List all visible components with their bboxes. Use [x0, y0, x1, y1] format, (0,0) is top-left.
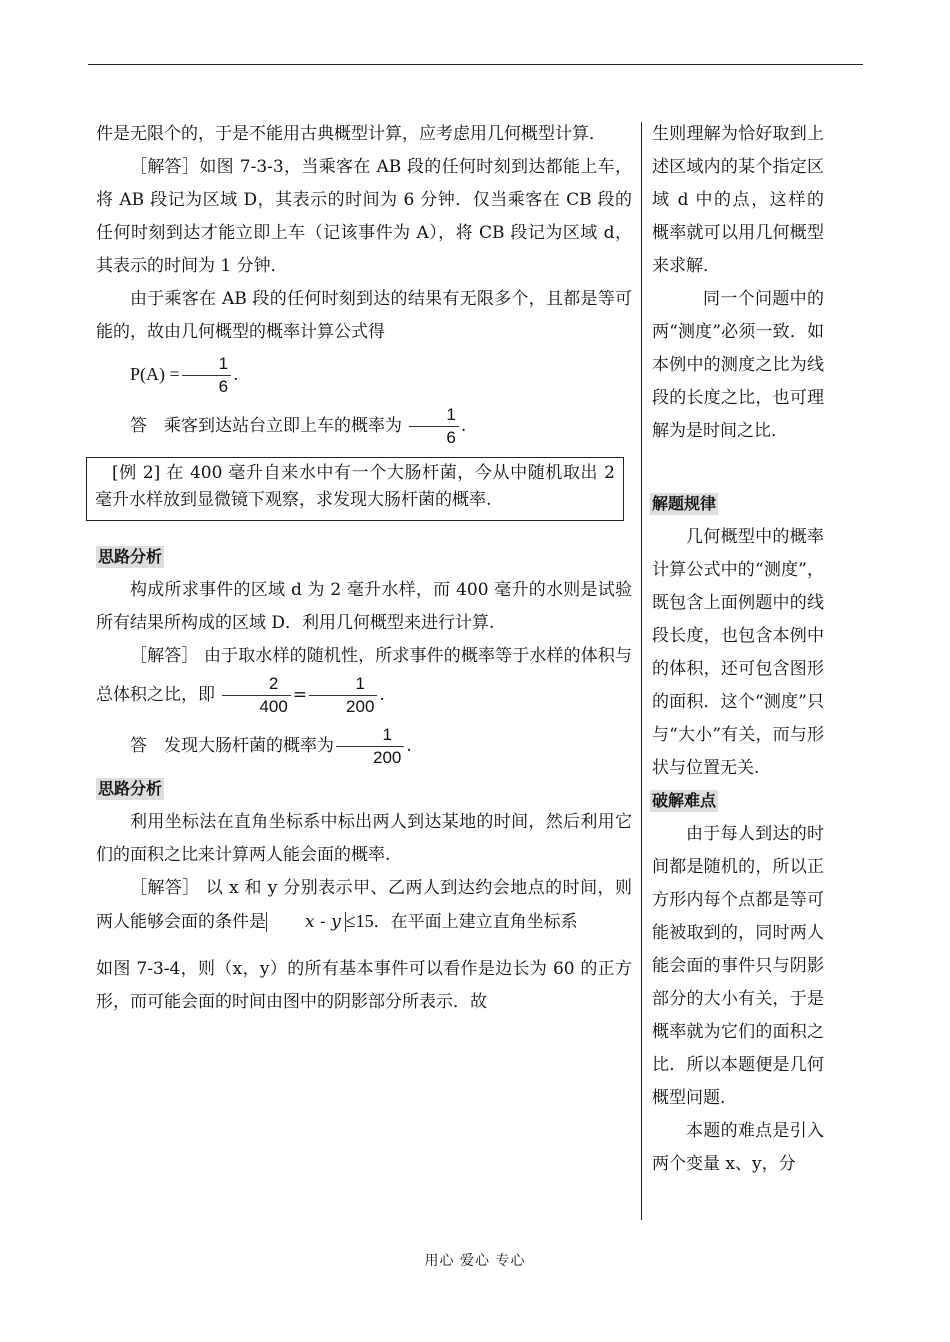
paragraph: 件是无限个的，于是不能用古典概型计算，应考虑用几何概型计算． — [96, 124, 606, 144]
answer-line — [96, 404, 632, 449]
paragraph: 利用坐标法在直角坐标系中标出两人到达某地的时间，然后利用它们的面积之比来计算两人能会面的概率. — [96, 812, 632, 865]
solution-paragraph — [96, 872, 632, 939]
denominator: 200 — [346, 697, 375, 716]
section-heading: 思路分析 — [98, 547, 163, 566]
equals-sign: = — [292, 685, 308, 705]
page-footer: 用心 爱心 专心 — [424, 1253, 526, 1269]
numerator: 1 — [409, 404, 458, 427]
inequality: ≤15 — [345, 911, 374, 931]
numerator: 1 — [336, 724, 404, 747]
fraction — [336, 724, 404, 769]
fraction — [222, 673, 290, 718]
answer-text: 答 乘客到达站台立即上车的概率为 — [130, 416, 402, 436]
side-heading: 解题规律 — [652, 494, 717, 513]
numerator: 1 — [182, 353, 231, 376]
section-heading: 思路分析 — [98, 779, 163, 798]
solution-text-end: ．在平面上建立直角坐标系 — [373, 912, 578, 932]
solution-text: ［解答］ 以 x 和 y 分别表示甲、乙两人到达约会地点的时间，则两人能够会面的条件是 — [96, 878, 632, 932]
paragraph: 如图 7-3-4，则（x，y）的所有基本事件可以看作是边长为 60 的正方形，而可能会面的时间由图中的阴影部分所表示．故 — [96, 959, 632, 1012]
period: . — [460, 416, 467, 436]
side-note: 同一个问题中的两“测度”必须一致．如本例中的测度之比为线段的长度之比，也可理解为是时间之比． — [652, 289, 824, 441]
period: . — [379, 685, 385, 705]
solution-text: ［解答］ 由于取水样的随机性，所求事件的概率等于水样的体积与总体积之比，即 — [96, 646, 632, 705]
answer-line — [96, 724, 632, 769]
fraction — [309, 673, 377, 718]
denominator: 6 — [218, 377, 229, 396]
solution-paragraph: ［解答］如图 7-3-3，当乘客在 AB 段的任何时刻到达都能上车，将 AB 段记为区域 D，其表示的时间为 6 分钟．仅当乘客在 CB 段的任何时刻到达才能立即上车（记该事件为 A），将 CB 段记为区域 d，其表示的时间为 1 分钟． — [96, 157, 632, 276]
fraction — [182, 353, 231, 398]
paragraph: 构成所求事件的区域 d 为 2 毫升水样，而 400 毫升的水则是试验所有结果所构成的区域 D．利用几何概型来进行计算. — [96, 580, 632, 633]
column-divider — [641, 122, 642, 1220]
header-rule — [88, 64, 863, 65]
answer-text: 答 发现大肠杆菌的概率为 — [130, 736, 334, 756]
side-notes — [652, 118, 824, 1181]
side-note: 由于每人到达的时间都是随机的，所以正方形内每个点都是等可能被取到的，同时两人能会面的事件只与阴影部分的大小有关，于是概率就为它们的面积之比．所以本题便是几何概型问题. — [652, 824, 824, 1108]
numerator: 1 — [309, 673, 377, 696]
denominator: 400 — [259, 697, 288, 716]
denominator: 6 — [446, 428, 456, 447]
solution-paragraph — [96, 640, 632, 718]
formula-lhs: P(A) = — [130, 364, 180, 384]
period: . — [406, 736, 412, 756]
formula-line — [96, 353, 632, 398]
absolute-value: x - y — [266, 912, 346, 932]
spacer — [652, 448, 824, 488]
denominator: 200 — [373, 748, 402, 767]
side-note: 本题的难点是引入两个变量 x、y，分 — [652, 1121, 824, 1174]
main-column — [96, 118, 632, 1019]
numerator: 2 — [222, 673, 290, 696]
side-note: 生则理解为恰好取到上述区域内的某个指定区域 d 中的点，这样的概率就可以用几何概型来求解． — [652, 124, 824, 276]
period: . — [233, 365, 239, 385]
fraction — [409, 404, 458, 449]
side-heading: 破解难点 — [652, 791, 717, 810]
example-text: [例 2] 在 400 毫升自来水中有一个大肠杆菌，今从中随机取出 2 毫升水样放到显微镜下观察，求发现大肠杆菌的概率. — [95, 463, 615, 510]
example-box — [86, 457, 624, 521]
side-note: 几何概型中的概率计算公式中的“测度”，既包含上面例题中的线段长度，也包含本例中的体积，还可包含图形的面积．这个“测度”只与“大小”有关，而与形状与位置无关. — [652, 527, 824, 778]
paragraph: 由于乘客在 AB 段的任何时刻到达的结果有无限多个，且都是等可能的，故由几何概型的概率计算公式得 — [96, 289, 632, 342]
